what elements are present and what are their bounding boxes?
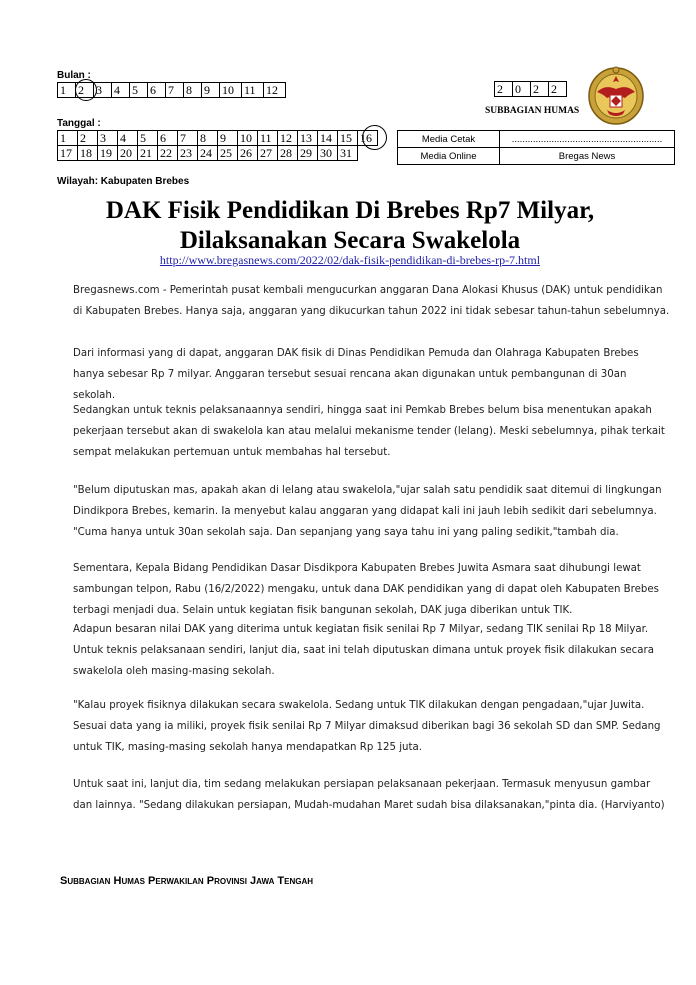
grid-cell: 2 (495, 82, 513, 97)
grid-cell: 8 (198, 131, 218, 146)
grid-cell: 17 (58, 146, 78, 161)
article-url-link[interactable]: http://www.bregasnews.com/2022/02/dak-fisik-pendidikan-di-brebes-rp-7.html (159, 253, 541, 267)
grid-cell: 27 (258, 146, 278, 161)
grid-cell: 7 (166, 83, 184, 98)
tanggal-label: Tanggal : (57, 118, 101, 129)
grid-cell: 2 (549, 82, 567, 97)
grid-cell: 8 (184, 83, 202, 98)
grid-cell: 25 (218, 146, 238, 161)
paragraph-2: Dari informasi yang di dapat, anggaran DAK fisik di Dinas Pendidikan Pemuda dan Olahraga Kabupaten Brebes hanya sebesar Rp 7 milyar. Anggaran tersebut sesuai rencana akan digunakan untuk pembangunan di 30an sekolah. (73, 348, 639, 401)
media-online-label: Media Online (398, 148, 500, 165)
paragraph-7: "Kalau proyek fisiknya dilakukan secara swakelola. Sedang untuk TIK dilakukan dengan pengadaan,"ujar Juwita. Sesuai data yang ia miliki, proyek fisik senilai Rp 7 Milyar dimaksud diberikan bagi 36 sekolah SD dan SMP. Sedang untuk TIK, masing-masing sekolah hanya mendapatkan Rp 125 juta. (73, 700, 661, 753)
grid-cell: 12 (264, 83, 286, 98)
grid-cell: 3 (98, 131, 118, 146)
media-cetak-label: Media Cetak (398, 131, 500, 148)
grid-cell: 14 (318, 131, 338, 146)
grid-cell: 9 (202, 83, 220, 98)
grid-cell: 22 (158, 146, 178, 161)
grid-cell: 2 (531, 82, 549, 97)
selected-month-circle (75, 79, 97, 101)
grid-cell: 20 (118, 146, 138, 161)
grid-cell: 21 (138, 146, 158, 161)
bulan-label: Bulan : (57, 70, 91, 81)
grid-cell: 18 (78, 146, 98, 161)
paragraph-5: Sementara, Kepala Bidang Pendidikan Dasar Disdikpora Kabupaten Brebes Juwita Asmara saat dihubungi lewat sambungan telpon, Rabu (16/2/2022) mengaku, untuk dana DAK pendidikan yang di dapat oleh Kabupaten Brebes terbagi menjadi dua. Selain untuk kegiatan fisik bangunan sekolah, DAK juga diberikan untuk TIK. (73, 563, 659, 616)
paragraph-1: Bregasnews.com - Pemerintah pusat kembali mengucurkan anggaran Dana Alokasi Khusus (DAK) untuk pendidikan di Kabupaten Brebes. Hanya saja, anggaran yang dikucurkan tahun 2022 ini tidak sebesar tahun-tahun sebelumnya. (73, 285, 670, 317)
paragraph-6: Adapun besaran nilai DAK yang diterima untuk kegiatan fisik senilai Rp 7 Milyar, sedang TIK senilai Rp 18 Milyar. Untuk teknis pelaksanaan sendiri, lanjut dia, saat ini telah diputuskan dimana untuk proyek fisik dilakukan secara swakelola oleh masing-masing sekolah. (73, 624, 654, 677)
grid-cell: 6 (158, 131, 178, 146)
grid-cell: 1 (58, 131, 78, 146)
media-table (397, 130, 675, 165)
year-grid (494, 81, 567, 97)
grid-cell: 24 (198, 146, 218, 161)
selected-day-circle (362, 125, 387, 150)
article-title-line2: Dilaksanakan Secara Swakelola (179, 227, 521, 254)
paragraph-8: Untuk saat ini, lanjut dia, tim sedang melakukan persiapan pelaksanaan pekerjaan. Termasuk menyusun gambar dan lainnya. "Sedang dilakukan persiapan, Mudah-mudahan Maret sudah bisa dilaksanakan,"pinta dia. (Harviyanto) (73, 779, 665, 811)
footer-text: Subbagian Humas Perwakilan Provinsi Jawa Tengah (60, 875, 314, 887)
grid-cell: 15 (338, 131, 358, 146)
grid-cell: 10 (220, 83, 242, 98)
grid-cell: 29 (298, 146, 318, 161)
grid-cell: 0 (513, 82, 531, 97)
grid-cell: 9 (218, 131, 238, 146)
grid-cell: 5 (130, 83, 148, 98)
wilayah-label: Wilayah: Kabupaten Brebes (57, 176, 190, 187)
grid-cell: 19 (98, 146, 118, 161)
grid-cell: 1 (58, 83, 76, 98)
grid-cell: 11 (242, 83, 264, 98)
grid-cell: 5 (138, 131, 158, 146)
grid-cell: 26 (238, 146, 258, 161)
day-grid (57, 130, 378, 161)
grid-cell: 2 (76, 83, 94, 98)
garuda-emblem-icon (585, 62, 647, 128)
media-online-value: Bregas News (500, 148, 675, 165)
grid-cell: 4 (112, 83, 130, 98)
grid-cell: 23 (178, 146, 198, 161)
article-title-line1: DAK Fisik Pendidikan Di Brebes Rp7 Milyar, (105, 197, 595, 224)
paragraph-3: Sedangkan untuk teknis pelaksanaannya sendiri, hingga saat ini Pemkab Brebes belum bisa menentukan apakah pekerjaan tersebut akan di swakelola kan atau melalui mekanisme tender (lelang). Meski sebelumnya, pihak terkait sempat melakukan pertemuan untuk membahas hal tersebut. (73, 405, 665, 458)
media-cetak-value: ......................................................... (500, 131, 675, 148)
grid-cell: 13 (298, 131, 318, 146)
grid-cell: 31 (338, 146, 358, 161)
grid-cell: 7 (178, 131, 198, 146)
grid-cell: 10 (238, 131, 258, 146)
grid-cell: 12 (278, 131, 298, 146)
grid-cell: 6 (148, 83, 166, 98)
paragraph-4: "Belum diputuskan mas, apakah akan di lelang atau swakelola,"ujar salah satu pendidik saat ditemui di lingkungan Dindikpora Brebes, kemarin. Ia menyebut kalau anggaran yang didapat kali ini jauh lebih sedikit dari sebelumnya. "Cuma hanya untuk 30an sekolah saja. Dan sepanjang yang saya tahu ini yang paling sedikit,"tambah dia. (73, 485, 662, 538)
article-title (60, 196, 640, 256)
grid-cell: 30 (318, 146, 338, 161)
grid-cell: 16 (358, 131, 378, 146)
grid-cell: 2 (78, 131, 98, 146)
grid-cell: 4 (118, 131, 138, 146)
grid-cell: 11 (258, 131, 278, 146)
grid-cell: 28 (278, 146, 298, 161)
grid-cell: 3 (94, 83, 112, 98)
department-label: SUBBAGIAN HUMAS (485, 106, 580, 116)
